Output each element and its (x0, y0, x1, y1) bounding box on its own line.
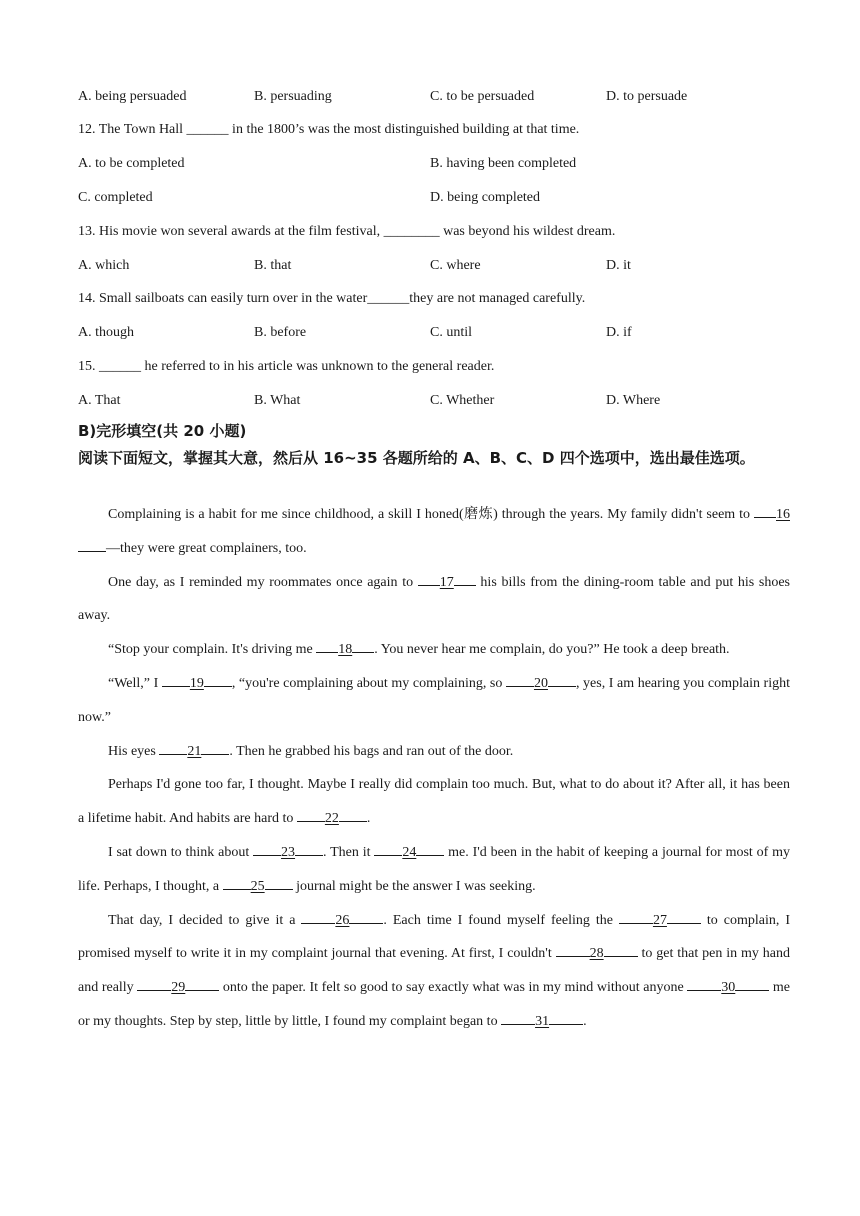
q14-option-b: B. before (254, 325, 307, 340)
q14-option-c: C. until (430, 325, 473, 340)
q12-option-c: C. completed (78, 190, 153, 205)
paragraph: I sat down to think about 23 . Then it 24 me. I'd been in the habit of keeping a journal for most of my life. Perhaps, I thought, a 25 journal might be the answer I was seeking. (78, 836, 790, 904)
blank-22: 22 (324, 811, 339, 827)
q12-option-d: D. being completed (430, 190, 541, 205)
paragraph: “Well,” I 19 , “you're complaining about my complaining, so 20 , yes, I am hearing you complain right now.” (78, 667, 790, 735)
paragraph: One day, as I reminded my roommates once again to 17 his bills from the dining-room table and put his shoes away. (78, 566, 790, 634)
section-instruction: 阅读下面短文，掌握其大意，然后从 16~35 各题所给的 A、B、C、D 四个选项中，选出最佳选项。 (78, 449, 755, 467)
question-15-stem: 15. ______ he referred to in his article was unknown to the general reader. (78, 359, 495, 374)
blank-29: 29 (171, 980, 186, 996)
paragraph: That day, I decided to give it a 26 . Each time I found myself feeling the 27 to complain, I promised myself to write it in my complaint journal that evening. At first, I couldn't 28 to get that pen in my hand and really 29 onto the paper. It felt so good to say exactly what was in my mind without anyone 30 me or my thoughts. Step by step, little by little, I found my complaint began to 31 . (78, 904, 790, 1039)
paragraph: Complaining is a habit for me since childhood, a skill I honed(磨炼) through the years. My family didn't seem to 16—they were great complainers, too. (78, 498, 790, 566)
q13-option-c: C. where (430, 258, 481, 273)
option-c: C. to be persuaded (430, 89, 535, 104)
blank-31: 31 (535, 1013, 550, 1029)
blank-25: 25 (250, 878, 265, 894)
q15-option-b: B. What (254, 393, 301, 408)
paragraph: “Stop your complain. It's driving me 18 . You never hear me complain, do you?” He took a deep breath. (78, 633, 790, 667)
q12-option-a: A. to be completed (78, 156, 185, 171)
blank-28: 28 (589, 946, 604, 962)
blank-26: 26 (335, 912, 350, 928)
q13-option-a: A. which (78, 258, 130, 273)
option-d: D. to persuade (606, 89, 688, 104)
q15-option-a: A. That (78, 393, 121, 408)
q13-option-d: D. it (606, 258, 631, 273)
option-a: A. being persuaded (78, 89, 187, 104)
blank-23: 23 (281, 844, 296, 860)
question-13-stem: 13. His movie won several awards at the film festival, ________ was beyond his wildest dream. (78, 224, 616, 239)
blank-27: 27 (652, 912, 667, 928)
section-title: B)完形填空(共 20 小题) (78, 422, 247, 440)
blank-16: 16 (776, 507, 790, 522)
blank-18: 18 (338, 642, 353, 658)
q15-option-c: C. Whether (430, 393, 495, 408)
blank-19: 19 (189, 675, 204, 691)
option-b: B. persuading (254, 89, 332, 104)
cloze-passage (78, 498, 790, 1039)
paragraph: Perhaps I'd gone too far, I thought. Maybe I really did complain too much. But, what to do about it? After all, it has been a lifetime habit. And habits are hard to 22 . (78, 777, 790, 827)
blank-20: 20 (533, 675, 548, 691)
blank-24: 24 (402, 844, 417, 860)
blank-21: 21 (187, 743, 202, 759)
question-12-stem: 12. The Town Hall ______ in the 1800’s was the most distinguished building at that time. (78, 122, 580, 137)
q15-option-d: D. Where (606, 393, 661, 408)
question-14-stem: 14. Small sailboats can easily turn over in the water______they are not managed carefully. (78, 291, 586, 306)
q14-option-a: A. though (78, 325, 134, 340)
q13-option-b: B. that (254, 258, 292, 273)
blank-17: 17 (439, 574, 454, 590)
q12-option-b: B. having been completed (430, 156, 577, 171)
paragraph: His eyes 21 . Then he grabbed his bags and ran out of the door. (78, 735, 790, 769)
blank-30: 30 (721, 980, 736, 996)
q14-option-d: D. if (606, 325, 632, 340)
